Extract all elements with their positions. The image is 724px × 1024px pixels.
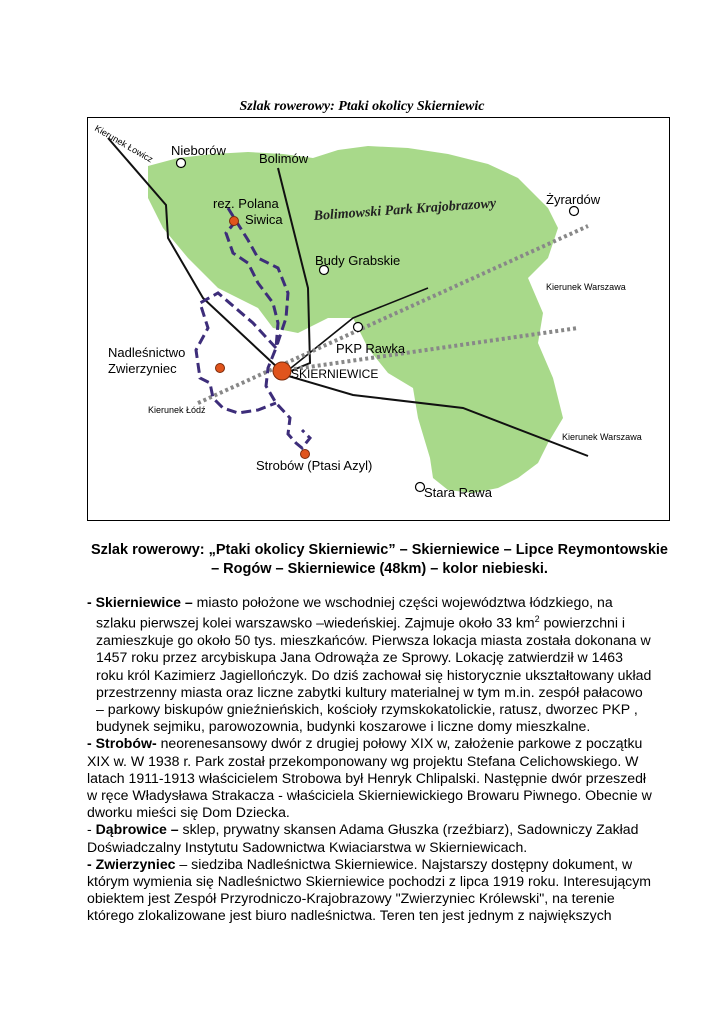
label-nadlesnictwo-2: Zwierzyniec — [108, 361, 177, 376]
polana-marker — [230, 217, 239, 226]
label-nadlesnictwo-1: Nadleśnictwo — [108, 345, 186, 360]
label-strobow: Strobów (Ptasi Azyl) — [256, 458, 373, 473]
route-heading-line1: Szlak rowerowy: „Ptaki okolicy Skierniewic” – Skierniewice – Lipce Reymontowskie — [90, 542, 668, 558]
route-heading — [87, 541, 672, 579]
label-rez-polana-2: Siwica — [245, 212, 283, 227]
nadlesnictwo-marker — [216, 364, 225, 373]
nieborow-marker — [177, 159, 186, 168]
map-canvas — [88, 118, 670, 521]
label-pkp-rawka: PKP Rawka — [336, 341, 406, 356]
section-dabrowice: - Dąbrowice – sklep, prywatny skansen Adama Głuszka (rzeźbiarz), Sadowniczy Zakład — [87, 821, 639, 838]
skierniewice-marker — [273, 362, 291, 380]
section-title: - Zwierzyniec — [87, 855, 176, 872]
map-title: Szlak rowerowy: Ptaki okolicy Skierniewic — [239, 99, 485, 114]
section-title: Dąbrowice – — [95, 821, 179, 838]
label-bolimow: Bolimów — [259, 151, 309, 166]
label-zyrardow: Żyrardów — [546, 192, 601, 207]
label-kierunek-lowicz: Kierunek Łowicz — [93, 123, 155, 165]
body-text: - Skierniewice – miasto położone we wschodniej części województwa łódzkiego, na szlaku pierwszej kolei warszawsko –wiedeńskiej. Zajmuje około 33 $km^2$ powierzchni i zamieszkuje go około 50 tys. mieszkańców. Pierwsza lokacja miasta została dokonana w 1457 roku przez arcybiskupa Jana Odrowąża ze Sprowy. Lokację zatwierdził w 1463 roku król Kazimierz Jagiellończyk. Do dziś zachował się historycznie ukształtowany układ przestrzenny miasta oraz liczne zabytki kultury materialnej w tym m.in. zespół pałacowo – parkowy biskupów gnieźnieńskich, kościoły rzymskokatolickie, ratusz, dworzec PKP , budynek sejmiku, parowozownia, budynki koszarowe i liczne domy mieszkalne. - Strobów- neorenesansowy dwór z drugiej połowy XIX w, założenie parkowe z początku XIX w. W 1938 r. Park został przekomponowany wg projektu Stefana Celichowskiego. W latach 1911-1913 właścicielem Strobowa był Henryk Chlipalski. Następnie dwór przeszedł w ręce Władysława Strakacza - właściciela Skierniewickiego Browaru Piwnego. Obecnie w dworku mieści się Dom Dziecka. - Dąbrowice – sklep, prywatny skansen Adama Głuszka (rzeźbiarz), Sadowniczy Zakład Doświadczalny Instytutu Sadownictwa Kwiaciarstwa w Skierniewicach. - Zwierzyniec – siedziba Nadleśnictwa Skierniewice. Najstarszy dostępny dokument, w którym wymienia się Nadleśnictwo Skierniewice pochodzi z lipca 1919 roku. Interesującym obiektem jest Zespół Przyrodniczo-Krajobrazowy "Zwierzyniec Królewski", na terenie którego zlokalizowane jest biuro nadleśnictwa. Teren ten jest jednym z największych — [87, 594, 677, 925]
section-strobow: - Strobów- neorenesansowy dwór z drugiej połowy XIX w, założenie parkowe z początku — [87, 735, 643, 752]
label-kierunek-warszawa-2: Kierunek Warszawa — [562, 432, 642, 442]
label-rez-polana-1: rez. Polana — [213, 196, 279, 211]
label-skierniewice: SKIERNIEWICE — [291, 367, 379, 381]
section-zwierzyniec: - Zwierzyniec – siedziba Nadleśnictwa Skierniewice. Najstarszy dostępny dokument, w — [87, 855, 633, 872]
zyrardow-marker — [570, 207, 579, 216]
park-area — [148, 146, 563, 493]
section-title: - Strobów- — [87, 735, 157, 752]
label-park: Bolimowski Park Krajobrazowy — [313, 196, 497, 224]
label-nieborow: Nieborów — [171, 143, 226, 158]
route-heading-line2: – Rogów – Skierniewice (48km) – kolor niebieski. — [211, 561, 548, 577]
section-title: - Skierniewice – — [87, 594, 193, 610]
section-skierniewice: - Skierniewice – miasto położone we wschodniej części województwa łódzkiego, na — [87, 594, 613, 610]
label-kierunek-warszawa-1: Kierunek Warszawa — [546, 282, 626, 292]
pkp-rawka-marker — [354, 323, 363, 332]
route-map — [87, 117, 670, 521]
label-stara-rawa: Stara Rawa — [424, 485, 492, 500]
label-budy-grabskie: Budy Grabskie — [315, 253, 401, 268]
label-kierunek-lodz: Kierunek Łódź — [148, 405, 206, 415]
